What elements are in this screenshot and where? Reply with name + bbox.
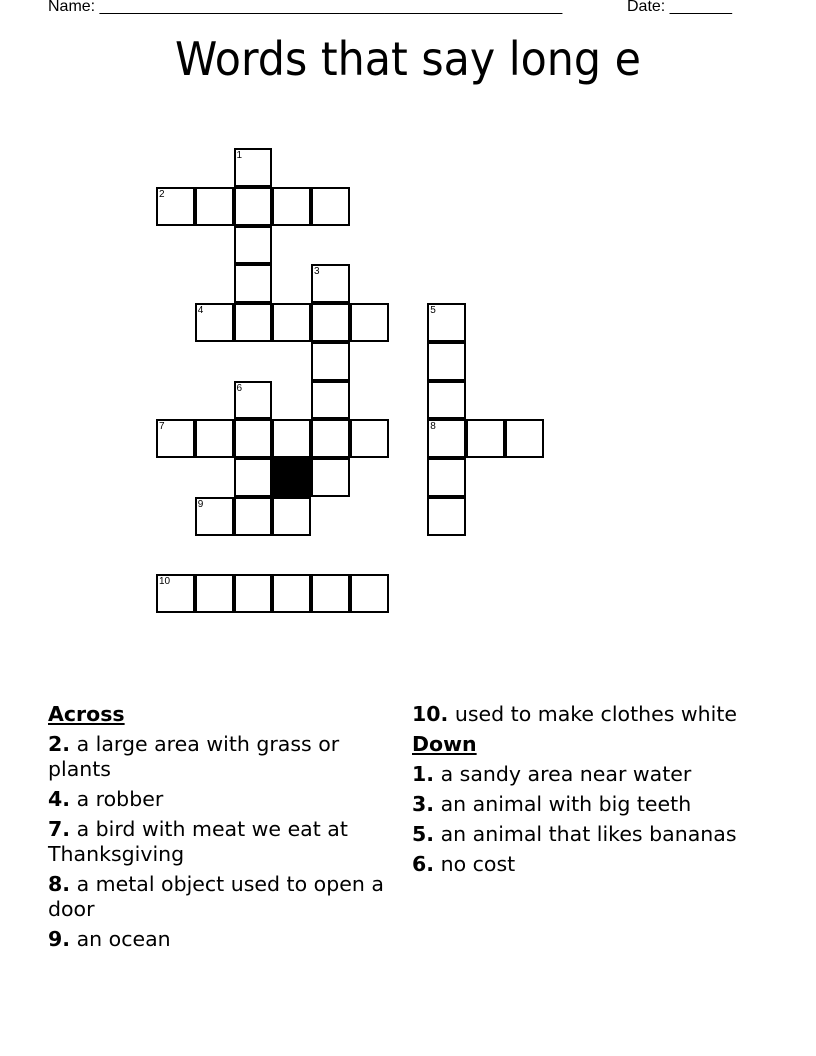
clue-number: 4. xyxy=(48,787,71,811)
crossword-grid xyxy=(156,148,556,628)
answer-cell[interactable] xyxy=(427,342,466,381)
answer-cell[interactable] xyxy=(234,458,273,497)
clue-text: a robber xyxy=(70,787,164,811)
answer-cell[interactable] xyxy=(311,458,350,497)
answer-cell[interactable] xyxy=(272,497,311,536)
clue-across-2 xyxy=(48,732,388,782)
clue-across-8 xyxy=(48,872,388,922)
answer-cell[interactable] xyxy=(195,497,234,536)
clue-across-7 xyxy=(48,817,388,867)
clue-number-label: 8 xyxy=(430,421,436,433)
clue-number: 1. xyxy=(412,762,435,786)
clue-number-label: 9 xyxy=(197,498,204,510)
answer-cell[interactable] xyxy=(195,303,234,342)
clue-number-label: 10 xyxy=(159,576,171,588)
clue-number: 5. xyxy=(412,822,435,846)
clue-text: no cost xyxy=(434,852,516,876)
clue-text: a metal object used to open a door xyxy=(48,872,384,921)
clue-across-9 xyxy=(48,927,388,952)
answer-cell[interactable] xyxy=(350,419,389,458)
answer-cell[interactable] xyxy=(311,381,350,420)
answer-cell[interactable] xyxy=(311,187,350,226)
answer-cell[interactable] xyxy=(156,419,195,458)
clue-number-label: 6 xyxy=(236,382,243,394)
across-heading: Across xyxy=(48,702,125,726)
clue-text: an animal with big teeth xyxy=(434,792,692,816)
answer-cell[interactable] xyxy=(234,148,273,187)
answer-cell[interactable] xyxy=(427,497,466,536)
answer-cell[interactable] xyxy=(311,574,350,613)
down-heading: Down xyxy=(412,732,477,756)
clue-number-label: 7 xyxy=(159,421,165,433)
answer-cell[interactable] xyxy=(350,303,389,342)
clue-number-label: 5 xyxy=(430,305,436,316)
answer-cell[interactable] xyxy=(311,342,350,381)
clue-number: 2. xyxy=(48,732,71,756)
clue-number-label: 2 xyxy=(159,188,165,200)
answer-cell[interactable] xyxy=(427,419,466,458)
answer-cell[interactable] xyxy=(234,264,273,303)
clue-across-4 xyxy=(48,787,388,812)
answer-cell[interactable] xyxy=(234,303,273,342)
answer-cell[interactable] xyxy=(466,419,505,458)
clue-across-10 xyxy=(412,702,742,727)
answer-cell[interactable] xyxy=(234,497,273,536)
clues-left-column xyxy=(48,702,388,957)
answer-cell[interactable] xyxy=(156,574,195,613)
answer-cell[interactable] xyxy=(272,574,311,613)
clue-number-label: 3 xyxy=(314,266,320,278)
clue-down-3 xyxy=(412,792,742,817)
blocked-cell xyxy=(272,458,311,497)
page-title: Words that say long e xyxy=(175,32,641,86)
answer-cell[interactable] xyxy=(195,574,234,613)
name-field-label: Name: ____________________________________________________ xyxy=(48,0,563,15)
clue-text: a bird with meat we eat at Thanksgiving xyxy=(48,817,348,866)
answer-cell[interactable] xyxy=(234,574,273,613)
clue-text: used to make clothes white xyxy=(448,702,738,726)
date-field-label: Date: _______ xyxy=(627,0,732,15)
answer-cell[interactable] xyxy=(156,187,195,226)
answer-cell[interactable] xyxy=(311,419,350,458)
answer-cell[interactable] xyxy=(427,303,466,342)
clue-down-1 xyxy=(412,762,742,787)
answer-cell[interactable] xyxy=(427,458,466,497)
answer-cell[interactable] xyxy=(195,419,234,458)
clue-number: 3. xyxy=(412,792,435,816)
answer-cell[interactable] xyxy=(505,419,544,458)
clue-text: a sandy area near water xyxy=(434,762,692,786)
answer-cell[interactable] xyxy=(234,226,273,265)
clue-number-label: 1 xyxy=(236,150,243,161)
answer-cell[interactable] xyxy=(234,419,273,458)
answer-cell[interactable] xyxy=(234,381,273,420)
answer-cell[interactable] xyxy=(272,419,311,458)
clue-number: 9. xyxy=(48,927,71,951)
answer-cell[interactable] xyxy=(195,187,234,226)
clue-text: an ocean xyxy=(70,927,171,951)
clue-number: 7. xyxy=(48,817,71,841)
answer-cell[interactable] xyxy=(427,381,466,420)
clue-number: 6. xyxy=(412,852,435,876)
clue-number-label: 4 xyxy=(197,305,204,316)
clue-down-5 xyxy=(412,822,742,847)
answer-cell[interactable] xyxy=(272,187,311,226)
clue-down-6 xyxy=(412,852,742,877)
clue-number: 10. xyxy=(412,702,449,726)
clue-text: an animal that likes bananas xyxy=(434,822,737,846)
clue-text: a large area with grass or plants xyxy=(48,732,340,781)
answer-cell[interactable] xyxy=(272,303,311,342)
answer-cell[interactable] xyxy=(234,187,273,226)
answer-cell[interactable] xyxy=(350,574,389,613)
answer-cell[interactable] xyxy=(311,303,350,342)
clues-right-column xyxy=(412,702,742,882)
clue-number: 8. xyxy=(48,872,71,896)
answer-cell[interactable] xyxy=(311,264,350,303)
